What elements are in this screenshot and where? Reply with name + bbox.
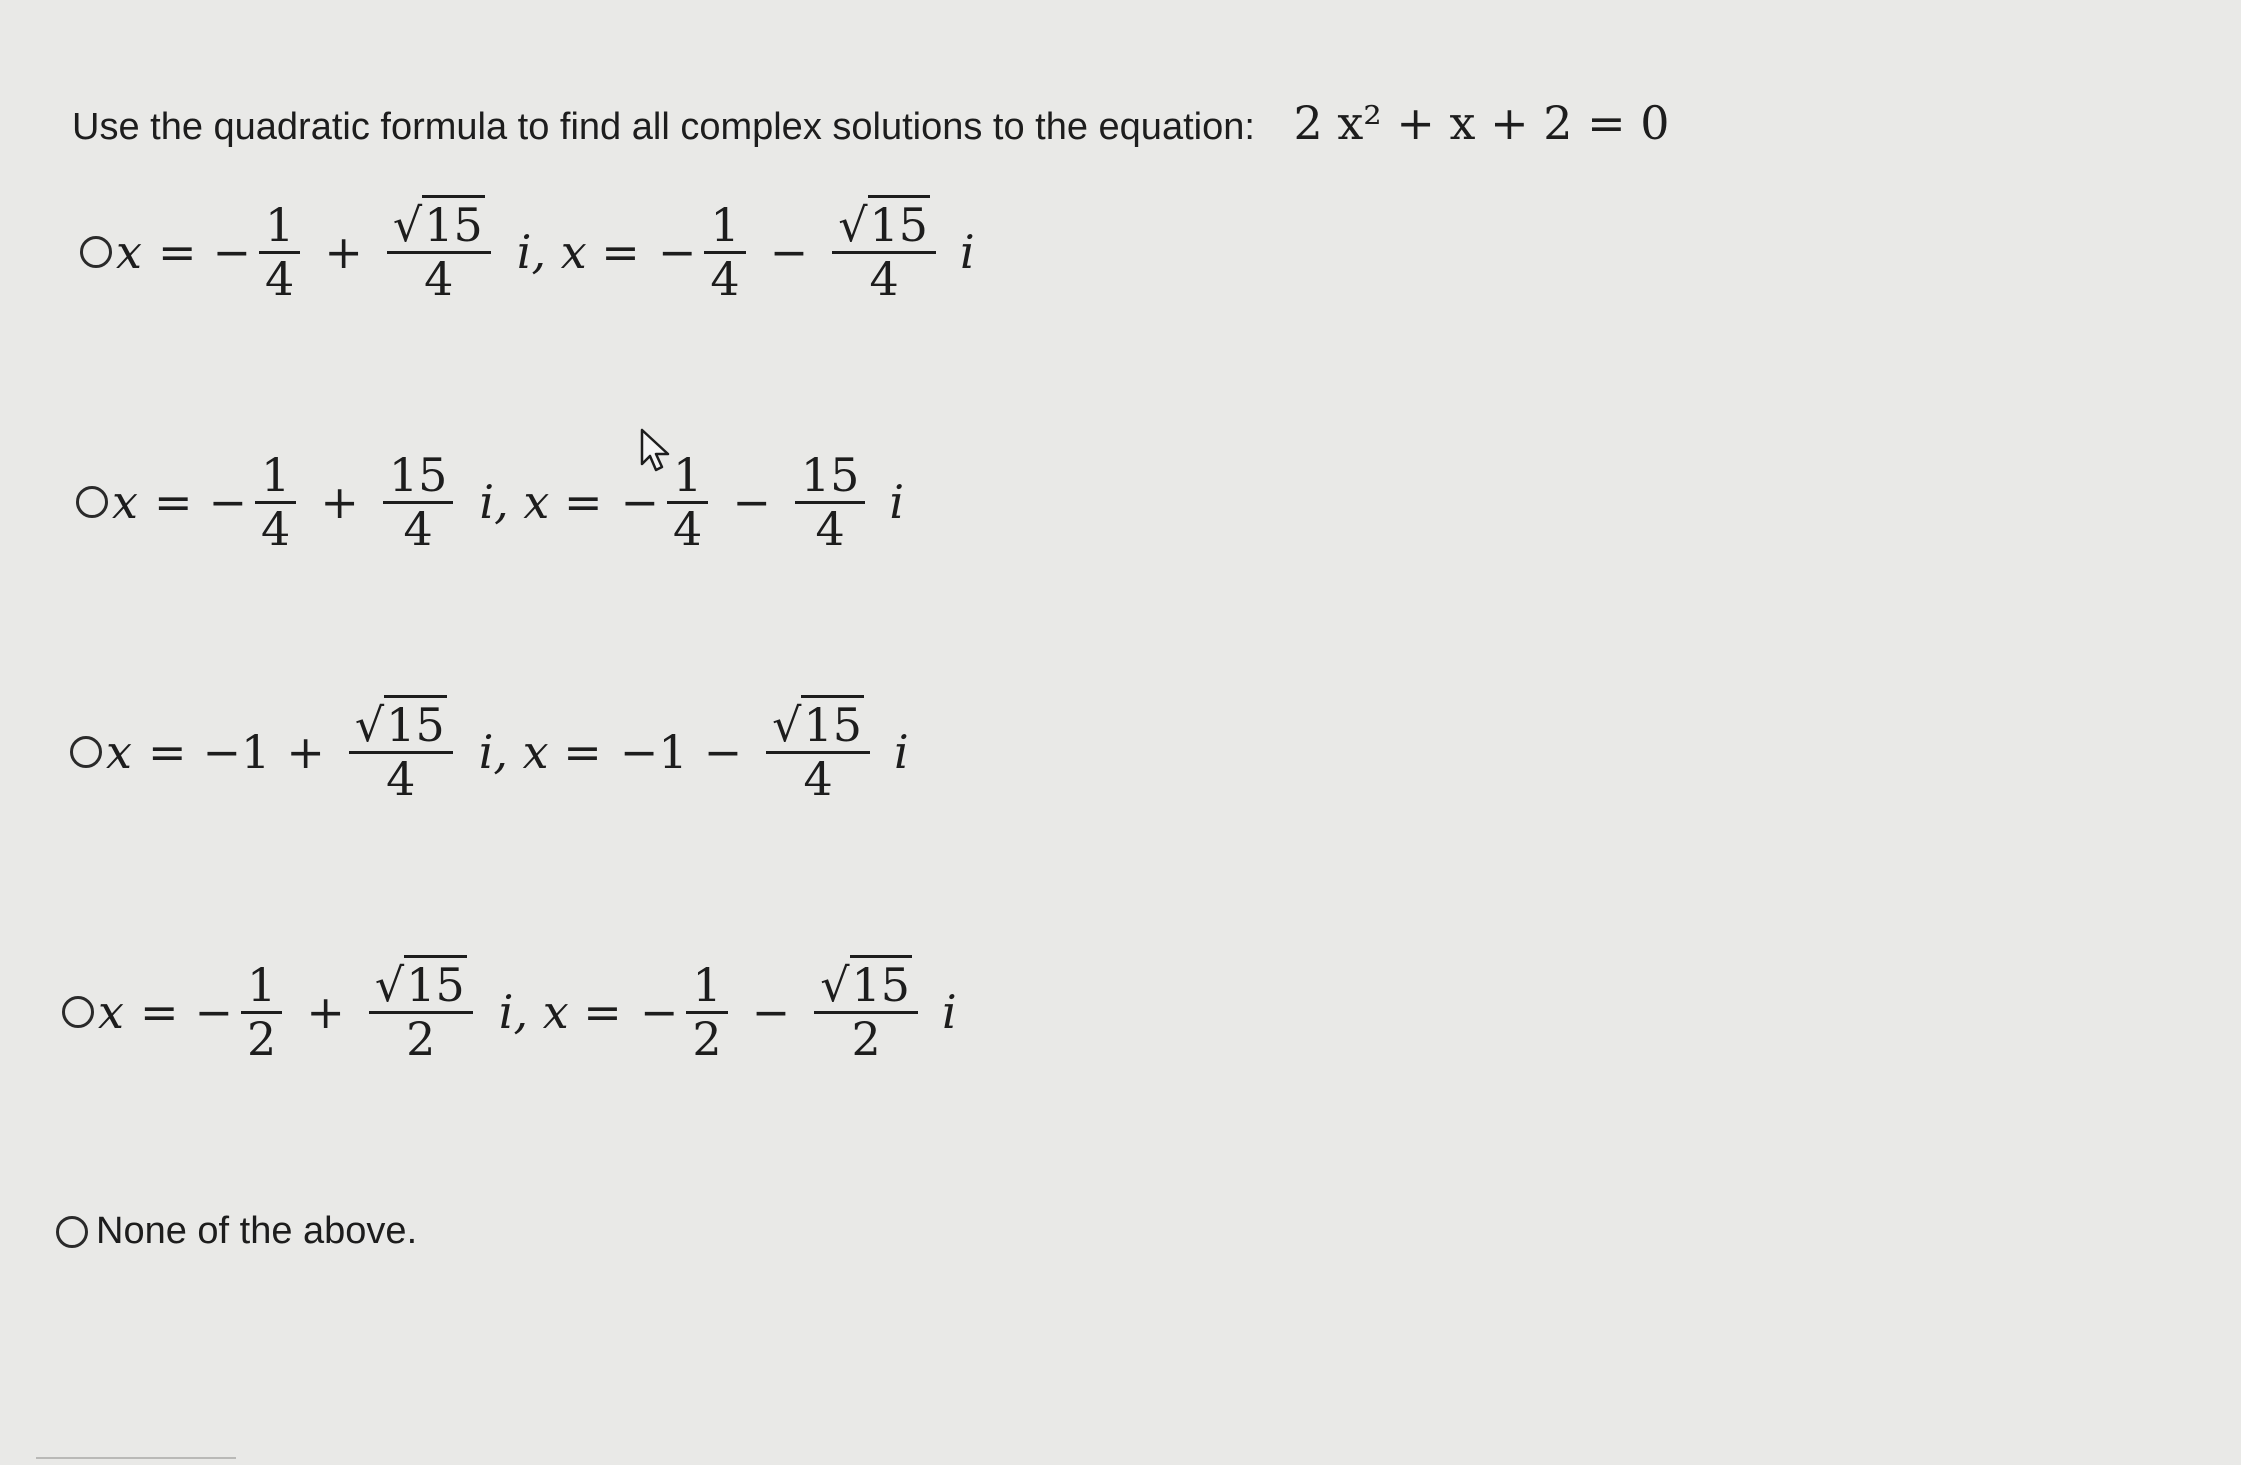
- radio-button-c[interactable]: [70, 736, 102, 768]
- sqrt-icon: √: [838, 198, 868, 252]
- option-e-label: None of the above.: [96, 1210, 418, 1252]
- sqrt-icon: √: [772, 698, 802, 752]
- sqrt-icon: √: [374, 958, 405, 1012]
- fraction-real-2: $\frac{1}{2}$: [686, 960, 727, 1064]
- divider-line: [36, 1457, 236, 1459]
- sqrt-icon: √: [392, 198, 423, 252]
- fraction-real: $\frac{1}{4}$: [259, 200, 300, 304]
- fraction-real-2: $\frac{1}{4}$: [704, 200, 745, 304]
- radio-button-e[interactable]: [56, 1216, 88, 1248]
- fraction-real-2: $\frac{1}{4}$: [667, 450, 708, 554]
- radio-button-b[interactable]: [76, 486, 108, 518]
- fraction-imag: $\frac{√15}{2}$: [369, 960, 473, 1064]
- option-e[interactable]: [56, 1210, 417, 1253]
- fraction-real: $\frac{1}{2}$: [241, 960, 282, 1064]
- radio-button-a[interactable]: [80, 236, 112, 268]
- option-d[interactable]: [62, 960, 957, 1064]
- fraction-imag-2: $\frac{√15}{4}$: [832, 200, 936, 304]
- sqrt-icon: √: [820, 958, 850, 1012]
- fraction-imag-2: $\frac{15}{4}$: [795, 450, 866, 554]
- sqrt-icon: √: [354, 698, 385, 752]
- option-a-math: x = − $\frac{1}{4}$ + $\frac{√15}{4}$ i, x = − $\frac{1}{4}$ − $\frac{√15}{4}$ i: [116, 200, 975, 304]
- fraction-imag: $\frac{15}{4}$: [383, 450, 454, 554]
- question-prompt: [72, 96, 1670, 150]
- fraction-imag-2: $\frac{√15}{4}$: [766, 700, 870, 804]
- mouse-cursor-icon: [640, 428, 674, 474]
- option-c[interactable]: [70, 700, 909, 804]
- option-a[interactable]: [80, 200, 975, 304]
- fraction-imag: $\frac{√15}{4}$: [387, 200, 491, 304]
- option-c-math: x = −1 + $\frac{√15}{4}$ i, x = −1 − $\frac{√15}{4}$ i: [106, 700, 909, 804]
- question-text: Use the quadratic formula to find all complex solutions to the equation:: [72, 106, 1255, 148]
- option-d-math: x = − $\frac{1}{2}$ + $\frac{√15}{2}$ i, x = − $\frac{1}{2}$ − $\frac{√15}{2}$ i: [98, 960, 957, 1064]
- fraction-imag: $\frac{√15}{4}$: [349, 700, 453, 804]
- question-equation: 2 x² + x + 2 = 0: [1293, 96, 1670, 150]
- fraction-real: $\frac{1}{4}$: [255, 450, 296, 554]
- option-b-math: x = − $\frac{1}{4}$ + $\frac{15}{4}$ i, x = − $\frac{1}{4}$ − $\frac{15}{4}$ i: [112, 448, 905, 556]
- radio-button-d[interactable]: [62, 996, 94, 1028]
- option-b[interactable]: [76, 450, 904, 554]
- fraction-imag-2: $\frac{√15}{2}$: [814, 960, 918, 1064]
